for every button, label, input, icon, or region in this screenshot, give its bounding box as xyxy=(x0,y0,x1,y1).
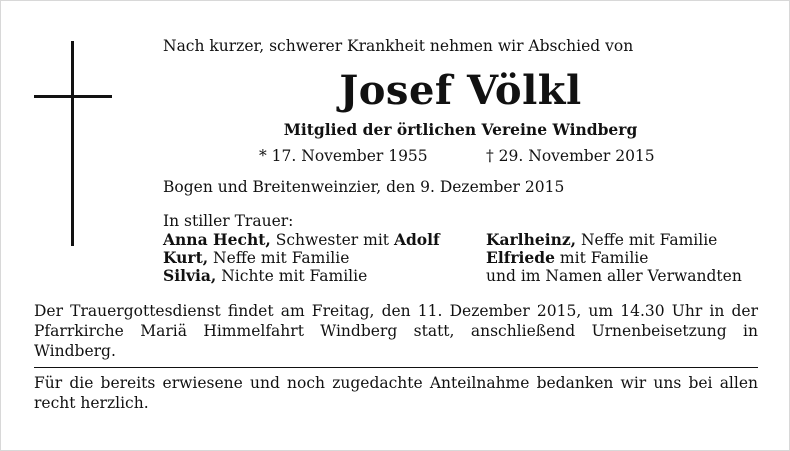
mourner-line xyxy=(163,267,440,285)
birth-date: * 17. November 1955 xyxy=(259,147,428,165)
mourning-label: In stiller Trauer: xyxy=(163,212,294,230)
thanks-text: Für die bereits erwiesene und noch zugedachte Anteilnahme bedanken wir uns bei allen recht herzlich. xyxy=(34,374,758,412)
cross-vertical-bar xyxy=(71,41,74,246)
mourner-line xyxy=(163,231,440,249)
divider-line xyxy=(34,367,758,368)
mourner-line xyxy=(486,267,742,285)
mourner-name: Silvia, xyxy=(163,266,217,285)
service-announcement: Der Trauergottesdienst findet am Freitag, den 11. Dezember 2015, um 14.30 Uhr in der Pfarrkirche Mariä Himmelfahrt Windberg statt, anschließend Urnenbeisetzung in Windberg. xyxy=(34,302,758,360)
place-and-date: Bogen und Breitenweinzier, den 9. Dezember 2015 xyxy=(163,178,565,196)
membership-text: Mitglied der örtlichen Vereine Windberg xyxy=(283,120,638,139)
mourners-left-column xyxy=(163,231,440,285)
mourner-relation: Neffe mit Familie xyxy=(576,231,718,249)
mourner-line xyxy=(486,249,742,267)
mourner-relation: Nichte mit Familie xyxy=(216,267,368,285)
mourner-relation: mit Familie xyxy=(555,249,649,267)
mourners-right-column xyxy=(486,231,742,285)
mourner-name: Anna Hecht, xyxy=(163,230,271,249)
intro-text: Nach kurzer, schwerer Krankheit nehmen wir Abschied von xyxy=(163,37,634,55)
mourner-relation: Neffe mit Familie xyxy=(208,249,350,267)
deceased-name: Josef Völkl xyxy=(339,67,582,114)
mourner-name: Elfriede xyxy=(486,248,555,267)
mourner-line xyxy=(486,231,742,249)
cross-horizontal-bar xyxy=(34,95,112,98)
mourner-name: Karlheinz, xyxy=(486,230,577,249)
mourner-relation: Schwester mit xyxy=(270,231,394,249)
death-date: † 29. November 2015 xyxy=(486,147,655,165)
mourner-line xyxy=(163,249,440,267)
mourner-name: Kurt, xyxy=(163,248,209,267)
mourner-relation: und im Namen aller Verwandten xyxy=(486,267,742,285)
mourner-extra: Adolf xyxy=(393,230,440,249)
